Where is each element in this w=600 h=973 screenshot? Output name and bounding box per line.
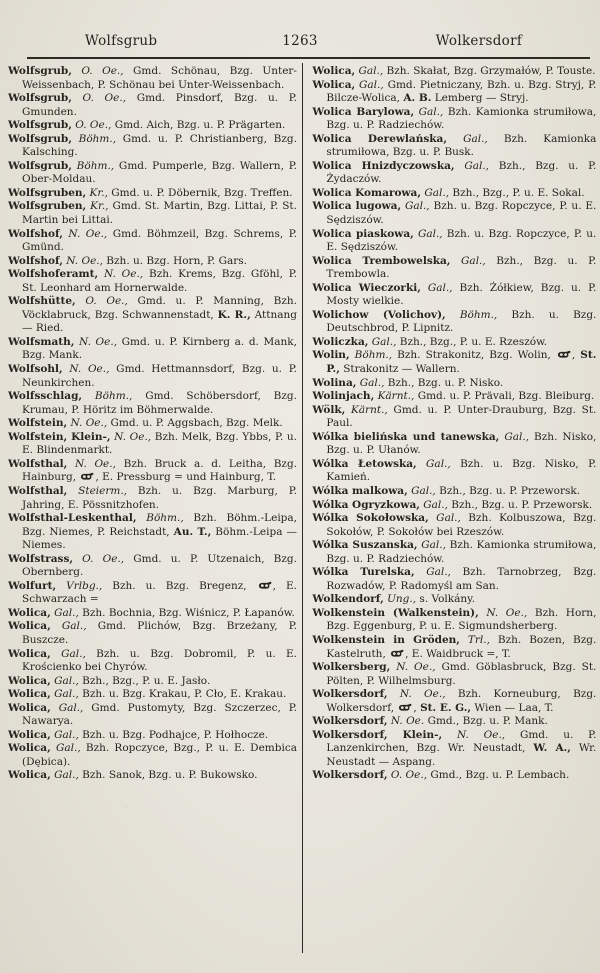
railway-abbr: A. B.	[403, 92, 432, 105]
place-name: Wolica Derewlańska,	[312, 132, 447, 145]
entry-text: Gmd. Schönau, Bzg. Unter-Weissenbach, P. Schönau bei Unter-Weissenbach.	[22, 65, 297, 91]
province-abbr: Gal.,	[413, 227, 443, 240]
gazetteer-entry	[8, 742, 297, 769]
gazetteer-entry	[312, 539, 596, 566]
gazetteer-entry	[312, 634, 596, 661]
left-column	[8, 65, 302, 953]
gazetteer-entry	[8, 620, 297, 647]
entry-text: Wr. Neustadt — Aspang.	[326, 742, 597, 768]
place-name: Wolkersdorf,	[312, 688, 388, 701]
place-name: Wolfsgruben,	[8, 186, 87, 199]
entry-text: Bzh. Kamionka strumiłowa, Bzg. u. P. Busk.	[326, 132, 597, 159]
province-abbr: Gal.,	[50, 688, 79, 701]
place-name: Wolfsgrub,	[8, 65, 72, 77]
gazetteer-entry	[312, 485, 596, 499]
place-name: Wolica,	[8, 606, 51, 619]
province-abbr: Gal.,	[454, 159, 490, 172]
entry-text: Bzh. u. Bzg. Deutschbrod, P. Lipnitz.	[326, 308, 597, 335]
gazetteer-entry	[312, 377, 596, 391]
entry-text: Bzh. u. Bzg. Bregenz,	[102, 579, 257, 592]
place-name: Wolfsgrub,	[8, 159, 72, 172]
place-name: Wolfstrass,	[8, 552, 74, 565]
entry-text: Bzh. u. Bzg. Krakau, P. Cło, E. Krakau.	[78, 688, 287, 701]
province-abbr: Gal.,	[355, 78, 384, 91]
province-abbr: Gal.,	[50, 769, 79, 782]
header-right-catchword: Wolkersdorf	[435, 33, 523, 49]
gazetteer-entry	[8, 228, 297, 255]
place-name: Wolfsthal,	[8, 457, 68, 470]
entry-text: Gmd. Pumperle, Bzg. Wallern, P. Ober-Moldau.	[22, 159, 297, 186]
place-name: Wolica,	[312, 65, 356, 77]
province-abbr: N. Oe.,	[67, 457, 116, 470]
right-column	[303, 65, 596, 953]
gazetteer-entry	[8, 769, 297, 783]
place-name: Wolkersdorf, Klein-,	[312, 728, 443, 741]
gazetteer-entry	[312, 160, 596, 187]
railway-abbr: K. R.,	[217, 308, 251, 321]
place-name: Wólka Ogryzkowa,	[312, 498, 420, 511]
entry-text: Strakonitz — Wallern.	[339, 363, 460, 376]
province-abbr: Gal.,	[450, 254, 486, 267]
entry-text: Bzh. Ropczyce, Bzg., P. u. E. Dembica (Dębica).	[22, 742, 297, 768]
entry-text: Bzh., Bzg. u. P. Żydaczów.	[326, 159, 597, 186]
place-name: Wolfshof,	[8, 227, 63, 240]
entry-text: Bzh., Bzg., P. u. E. Sokal.	[449, 186, 585, 199]
text-columns	[8, 65, 597, 953]
gazetteer-entry	[8, 417, 297, 431]
gazetteer-entry	[8, 363, 297, 390]
place-name: Wolfsohl,	[8, 363, 63, 376]
place-name: Wolica,	[8, 620, 51, 633]
gazetteer-entry	[312, 688, 596, 715]
entry-text: Bzh. u. Bzg. Dobromil, P. u. E. Krościenko bei Chyrów.	[22, 647, 297, 674]
gazetteer-entry	[8, 512, 297, 553]
entry-text: Bzh. u. Bzg. Ropczyce, P. u. E. Sędziszów.	[326, 200, 597, 227]
province-abbr: Kr.,	[86, 200, 109, 213]
place-name: Wolkenstein in Gröden,	[312, 633, 460, 646]
entry-text: Bzh. Korneuburg, Bzg. Wolkersdorf,	[326, 688, 597, 714]
province-abbr: N. Oe.,	[387, 688, 446, 701]
province-abbr: Gal.,	[499, 430, 530, 443]
place-name: Wolkendorf,	[312, 593, 384, 606]
province-abbr: Gal.,	[50, 647, 86, 660]
place-name: Wólka Sokołowska,	[312, 512, 429, 525]
entry-text: Bzh. Strakonitz, Bzg. Wolin,	[392, 349, 556, 362]
province-abbr: Gal.,	[420, 281, 453, 294]
place-name: Wolica,	[8, 701, 51, 714]
entry-text: Gmd. u. P. Lanzenkirchen, Bzg. Wr. Neustadt,	[326, 728, 597, 755]
entry-text: Bzh., Bzg. u. P. Trembowla.	[326, 254, 597, 281]
entry-text: Gmd. St. Martin, Bzg. Littai, P. St. Martin bei Littai.	[22, 200, 297, 227]
province-abbr: Gal.,	[417, 539, 446, 552]
province-abbr: Trl.,	[459, 633, 490, 646]
province-abbr: O. Oe.,	[73, 552, 125, 565]
gazetteer-entry	[312, 729, 596, 770]
page-number: 1263	[282, 33, 318, 49]
entry-text: Bzh. Żółkiew, Bzg. u. P. Mosty wielkie.	[326, 281, 597, 308]
province-abbr: N. Oe.,	[67, 417, 108, 430]
place-name: Wolica Barylowa,	[312, 105, 415, 118]
province-abbr: N. Oe.	[387, 715, 425, 728]
province-abbr: Gal.,	[401, 200, 430, 213]
place-name: Wolica,	[8, 742, 51, 755]
entry-text: Gmd. u. P. Aggsbach, Bzg. Melk.	[107, 417, 283, 430]
place-name: Wolica,	[8, 769, 51, 782]
entry-text: , E. Schwarzach =	[22, 579, 297, 606]
province-abbr: Gal.,	[368, 335, 397, 348]
gazetteer-entry	[312, 106, 596, 133]
province-abbr: O. Oe.,	[75, 295, 128, 308]
province-abbr: N. Oe.,	[74, 335, 118, 348]
entry-text: Bzh., Bzg. u. P. Nisko.	[384, 376, 504, 389]
province-abbr: Kärnt.,	[374, 390, 415, 403]
entry-text: Attnang — Ried.	[22, 308, 297, 335]
place-name: Wolfsthal,	[8, 484, 68, 497]
place-name: Wolfshoferamt,	[8, 268, 99, 281]
gazetteer-entry	[8, 119, 297, 133]
entry-text: Lemberg — Stryj.	[431, 92, 529, 105]
gazetteer-entry	[8, 688, 297, 702]
entry-text: Gmd. u. P. Unter-Drauburg, Bzg. St. Paul.	[326, 403, 597, 430]
gazetteer-entry	[8, 160, 297, 187]
entry-text: Gmd. Schöbersdorf, Bzg. Krumau, P. Höritz im Böhmerwalde.	[22, 390, 297, 416]
province-abbr: N. Oe.,	[98, 268, 144, 281]
entry-text: Bzh. Kamionka strumiłowa, Bzg. u. P. Radziechów.	[326, 105, 597, 132]
gazetteer-entry	[8, 295, 297, 336]
province-abbr: Gal.,	[50, 728, 79, 741]
entry-text: Bzh. Kolbuszowa, Bzg. Sokołów, P. Sokołów bei Rzeszów.	[326, 512, 597, 538]
place-name: Wolfsgrub,	[8, 132, 72, 145]
post-horn-icon	[80, 472, 94, 481]
province-abbr: O. Oe.,	[71, 119, 112, 132]
entry-text: , E. Waidbruck =, T.	[405, 647, 511, 660]
gazetteer-entry	[8, 729, 297, 743]
province-abbr: O. Oe.,	[71, 65, 124, 77]
place-name: Wölk,	[312, 403, 346, 416]
post-horn-icon	[390, 649, 404, 658]
place-name: Wolin,	[312, 349, 350, 362]
place-name: Wolfsgrub,	[8, 119, 72, 132]
entry-text: Bzh., Bzg. u. P. Przeworsk.	[447, 498, 593, 511]
gazetteer-entry	[8, 553, 297, 580]
place-name: Wólka bielińska und tanewska,	[312, 430, 500, 443]
place-name: Wolfurt,	[8, 579, 57, 592]
gazetteer-entry	[312, 458, 596, 485]
gazetteer-entry	[312, 593, 596, 607]
entry-text: Bzh. Bozen, Bzg. Kastelruth,	[326, 633, 597, 660]
province-abbr: Gal.,	[414, 566, 451, 579]
province-abbr: Gal.,	[50, 742, 81, 755]
province-abbr: Gal.,	[447, 132, 488, 145]
province-abbr: N. Oe.,	[62, 227, 108, 240]
gazetteer-entry	[312, 349, 596, 376]
province-abbr: N. Oe.,	[442, 728, 506, 741]
gazetteer-entry	[8, 268, 297, 295]
gazetteer-entry	[8, 580, 297, 607]
province-abbr: Kärnt.,	[345, 403, 388, 416]
entry-text: Gmd. u. P. Prävali, Bzg. Bleiburg.	[414, 390, 595, 403]
gazetteer-entry	[312, 607, 596, 634]
province-abbr: Gal.,	[407, 484, 436, 497]
place-name: Wolica,	[8, 674, 51, 687]
place-name: Wolina,	[312, 376, 357, 389]
entry-text: Bzh. Melk, Bzg. Ybbs, P. u. E. Blindenmarkt.	[22, 430, 297, 457]
entry-text: Bzh. Bochnia, Bzg. Wiśnicz, P. Łapanów.	[78, 606, 295, 619]
province-abbr: N. Oe.,	[62, 254, 103, 267]
entry-text: Bzh. Tarnobrzeg, Bzg. Rozwadów, P. Radomyśl am San.	[326, 566, 597, 592]
place-name: Wolichow (Volichov),	[312, 308, 446, 321]
place-name: Wolkersdorf,	[312, 769, 388, 782]
entry-text: Bzh. Krems, Bzg. Gföhl, P. St. Leonhard am Hornerwalde.	[22, 268, 297, 294]
gazetteer-entry	[312, 282, 596, 309]
gazetteer-entry	[8, 336, 297, 363]
province-abbr: Gal.,	[50, 606, 79, 619]
entry-text: Gmd. u. P. Christianberg, Bzg. Kalsching.	[22, 132, 297, 159]
gazetteer-entry	[312, 512, 596, 539]
province-abbr: N. Oe.,	[390, 661, 436, 674]
gazetteer-entry	[312, 187, 596, 201]
province-abbr: Gal.,	[355, 65, 384, 77]
entry-text: Bzh. u. Bzg. Podhajce, P. Hołhocze.	[78, 728, 269, 741]
place-name: Wolinjach,	[312, 390, 375, 403]
gazetteer-entry	[312, 200, 596, 227]
place-name: Wolica Hnizdyczowska,	[312, 159, 455, 172]
place-name: Wolfstein,	[8, 417, 68, 430]
place-name: Wolica,	[8, 647, 51, 660]
province-abbr: Gal.,	[356, 376, 385, 389]
entry-text: , E. Pressburg = und Hainburg, T.	[95, 471, 277, 484]
place-name: Wolica lugowa,	[312, 200, 402, 213]
province-abbr: Gal.,	[414, 105, 444, 118]
place-name: Wolfshof,	[8, 254, 63, 267]
page-header	[0, 33, 600, 49]
gazetteer-entry	[8, 200, 297, 227]
entry-text: Bzh., Bzg., P. u. E. Rzeszów.	[396, 335, 548, 348]
province-abbr: Vrlbg.,	[56, 579, 103, 592]
entry-text: Gmd. Göblasbruck, Bzg. St. Pölten, P. Wilhelmsburg.	[326, 661, 597, 687]
gazetteer-entry	[312, 65, 596, 79]
gazetteer-entry	[8, 92, 297, 119]
gazetteer-entry	[312, 499, 596, 513]
place-name: Wolica,	[8, 688, 51, 701]
province-abbr: Gal.,	[50, 620, 87, 633]
place-name: Wolfsschlag,	[8, 390, 83, 403]
place-name: Wolfsgrub,	[8, 92, 72, 105]
gazetteer-entry	[8, 702, 297, 729]
entry-text: Wien — Laa, T.	[471, 701, 554, 714]
entry-text: Bzh. Horn, Bzg. Eggenburg, P. u. E. Sigmundsherberg.	[326, 606, 597, 633]
province-abbr: N. Oe.,	[478, 606, 528, 619]
entry-text: Bzh. Kamionka strumiłowa, Bzg. u. P. Radziechów.	[326, 539, 597, 565]
entry-text: Gmd. u. P. Döbernik, Bzg. Treffen.	[107, 186, 293, 199]
place-name: Wólka Suszanska,	[312, 539, 418, 552]
province-abbr: Gal.,	[50, 701, 84, 714]
entry-text: ,	[571, 349, 581, 362]
place-name: Wolfsmath,	[8, 335, 75, 348]
province-abbr: Gal.,	[416, 457, 451, 470]
gazetteer-entry	[8, 675, 297, 689]
place-name: Wolfsthal-Leskenthal,	[8, 512, 137, 525]
railway-abbr: St. P.,	[326, 349, 597, 376]
entry-text: Bzh. u. Bzg. Marburg, P. Jahring, E. Pössnitzhofen.	[22, 484, 298, 511]
province-abbr: O. Oe.,	[71, 92, 127, 105]
place-name: Wólka Turelska,	[312, 566, 415, 579]
entry-text: Gmd. Pietniczany, Bzh. u. Bzg. Stryj, P. Bilcze-Wolica,	[326, 78, 597, 105]
entry-text: Bzh. Nisko, Bzg. u. P. Ułanów.	[326, 430, 597, 457]
gazetteer-entry	[312, 566, 596, 593]
gazetteer-entry	[312, 715, 596, 729]
entry-text: Gmd. u. P. Utzenaich, Bzg. Obernberg.	[22, 552, 297, 579]
place-name: Wólka Łetowska,	[312, 457, 417, 470]
gazetteer-entry	[312, 228, 596, 255]
gazetteer-entry	[312, 404, 596, 431]
gazetteer-entry	[8, 133, 297, 160]
province-abbr: Gal.,	[50, 674, 79, 687]
header-rule	[27, 57, 590, 59]
province-abbr: Kr.,	[86, 186, 108, 199]
railway-abbr: St. E. G.,	[420, 701, 472, 714]
province-abbr: O. Oe.,	[387, 769, 428, 782]
post-horn-icon	[557, 350, 571, 359]
entry-text: Bzh. u. Bzg. Nisko, P. Kamień.	[326, 457, 597, 484]
entry-text: Bzh. Skałat, Bzg. Grzymałów, P. Touste.	[383, 65, 596, 77]
gazetteer-entry	[312, 79, 596, 106]
place-name: Wólka malkowa,	[312, 484, 408, 497]
province-abbr: Böhm.,	[71, 159, 115, 172]
province-abbr: N. Oe.,	[62, 363, 110, 376]
gazetteer-entry	[8, 648, 297, 675]
entry-text: Bzh., Bzg. u. P. Przeworsk.	[435, 484, 581, 497]
province-abbr: Böhm.,	[445, 308, 498, 321]
entry-text: Bzh. Sanok, Bzg. u. P. Bukowsko.	[78, 769, 258, 782]
entry-text: Bzh., Bzg., P. u. E. Jasło.	[78, 674, 211, 687]
gazetteer-entry	[312, 661, 596, 688]
gazetteer-entry	[312, 133, 596, 160]
entry-text: Bzh. u. Bzg. Ropczyce, P. u. E. Sędziszów.	[326, 227, 597, 254]
gazetteer-entry	[8, 187, 297, 201]
gazetteer-entry	[312, 255, 596, 282]
gazetteer-entry	[8, 458, 297, 485]
place-name: Wolica,	[8, 728, 51, 741]
railway-abbr: W. A.,	[533, 742, 571, 755]
post-horn-icon	[398, 703, 412, 712]
entry-text: Gmd. u. P. Kirnberg a. d. Mank, Bzg. Mank.	[22, 335, 297, 362]
entry-text: ,	[413, 701, 421, 714]
province-abbr: Ung.,	[383, 593, 417, 606]
railway-abbr: Au. T.,	[173, 525, 212, 538]
gazetteer-entry	[312, 431, 596, 458]
entry-text: Gmd. u. P. Manning, Bzh. Vöcklabruck, Bzg. Schwannenstadt,	[22, 295, 297, 321]
entry-text: Gmd., Bzg. u. P. Mank.	[424, 715, 548, 728]
entry-text: s. Volkány.	[416, 593, 476, 606]
entry-text: Bzh. Böhm.-Leipa, Bzg. Niemes, P. Reichstadt,	[22, 512, 297, 538]
post-horn-icon	[258, 581, 272, 590]
place-name: Wolfstein, Klein-,	[8, 430, 111, 443]
gazetteer-entry	[312, 336, 596, 350]
gazetteer-entry	[8, 485, 297, 512]
place-name: Wolica Wieczorki,	[312, 281, 421, 294]
gazetteer-entry	[8, 255, 297, 269]
province-abbr: Steierm.,	[67, 484, 128, 497]
gazetteer-entry	[8, 607, 297, 621]
gazetteer-entry	[8, 431, 297, 458]
entry-text: Böhm.-Leipa — Niemes.	[22, 525, 297, 552]
header-left-catchword: Wolfsgrub	[84, 33, 158, 49]
entry-text: Gmd., Bzg. u. P. Lembach.	[427, 769, 570, 782]
province-abbr: Gal.,	[428, 512, 461, 525]
place-name: Wolfsgruben,	[8, 200, 87, 213]
entry-text: Bzh. Bruck a. d. Leitha, Bzg. Hainburg,	[22, 457, 298, 484]
entry-text: Gmd. Hettmannsdorf, Bzg. u. P. Neunkirchen.	[22, 363, 298, 389]
entry-text: Gmd. Pinsdorf, Bzg. u. P. Gmunden.	[22, 92, 297, 118]
entry-text: Gmd. Böhmzeil, Bzg. Schrems, P. Gmünd.	[22, 227, 297, 254]
province-abbr: Gal.,	[419, 498, 448, 511]
gazetteer-entry	[8, 65, 297, 92]
place-name: Wolfshütte,	[8, 295, 76, 308]
place-name: Wolkenstein (Walkenstein),	[312, 606, 479, 619]
gazetteer-entry	[312, 309, 596, 336]
place-name: Wolica Komarowa,	[312, 186, 422, 199]
gazetteer-entry	[312, 769, 596, 783]
province-abbr: Böhm.,	[71, 132, 117, 145]
province-abbr: Böhm.,	[349, 349, 393, 362]
entry-text: Gmd. Plichów, Bzg. Brzeżany, P. Buszcze.	[22, 620, 297, 646]
province-abbr: N. Oe.,	[110, 430, 152, 443]
place-name: Wolica piaskowa,	[312, 227, 414, 240]
province-abbr: Böhm.,	[136, 512, 184, 525]
gazetteer-entry	[312, 390, 596, 404]
place-name: Wolica,	[312, 78, 356, 91]
place-name: Wolkersdorf,	[312, 715, 388, 728]
province-abbr: Böhm.,	[82, 390, 133, 403]
entry-text: Gmd. Pustomyty, Bzg. Szczerzec, P. Nawarya.	[22, 701, 297, 728]
entry-text: Gmd. Aich, Bzg. u. P. Prägarten.	[111, 119, 286, 132]
place-name: Wolica Trembowelska,	[312, 254, 451, 267]
entry-text: Bzh. u. Bzg. Horn, P. Gars.	[102, 254, 248, 267]
gazetteer-entry	[8, 390, 297, 417]
place-name: Wolkersberg,	[312, 661, 391, 674]
place-name: Woliczka,	[312, 335, 369, 348]
province-abbr: Gal.,	[421, 186, 450, 199]
